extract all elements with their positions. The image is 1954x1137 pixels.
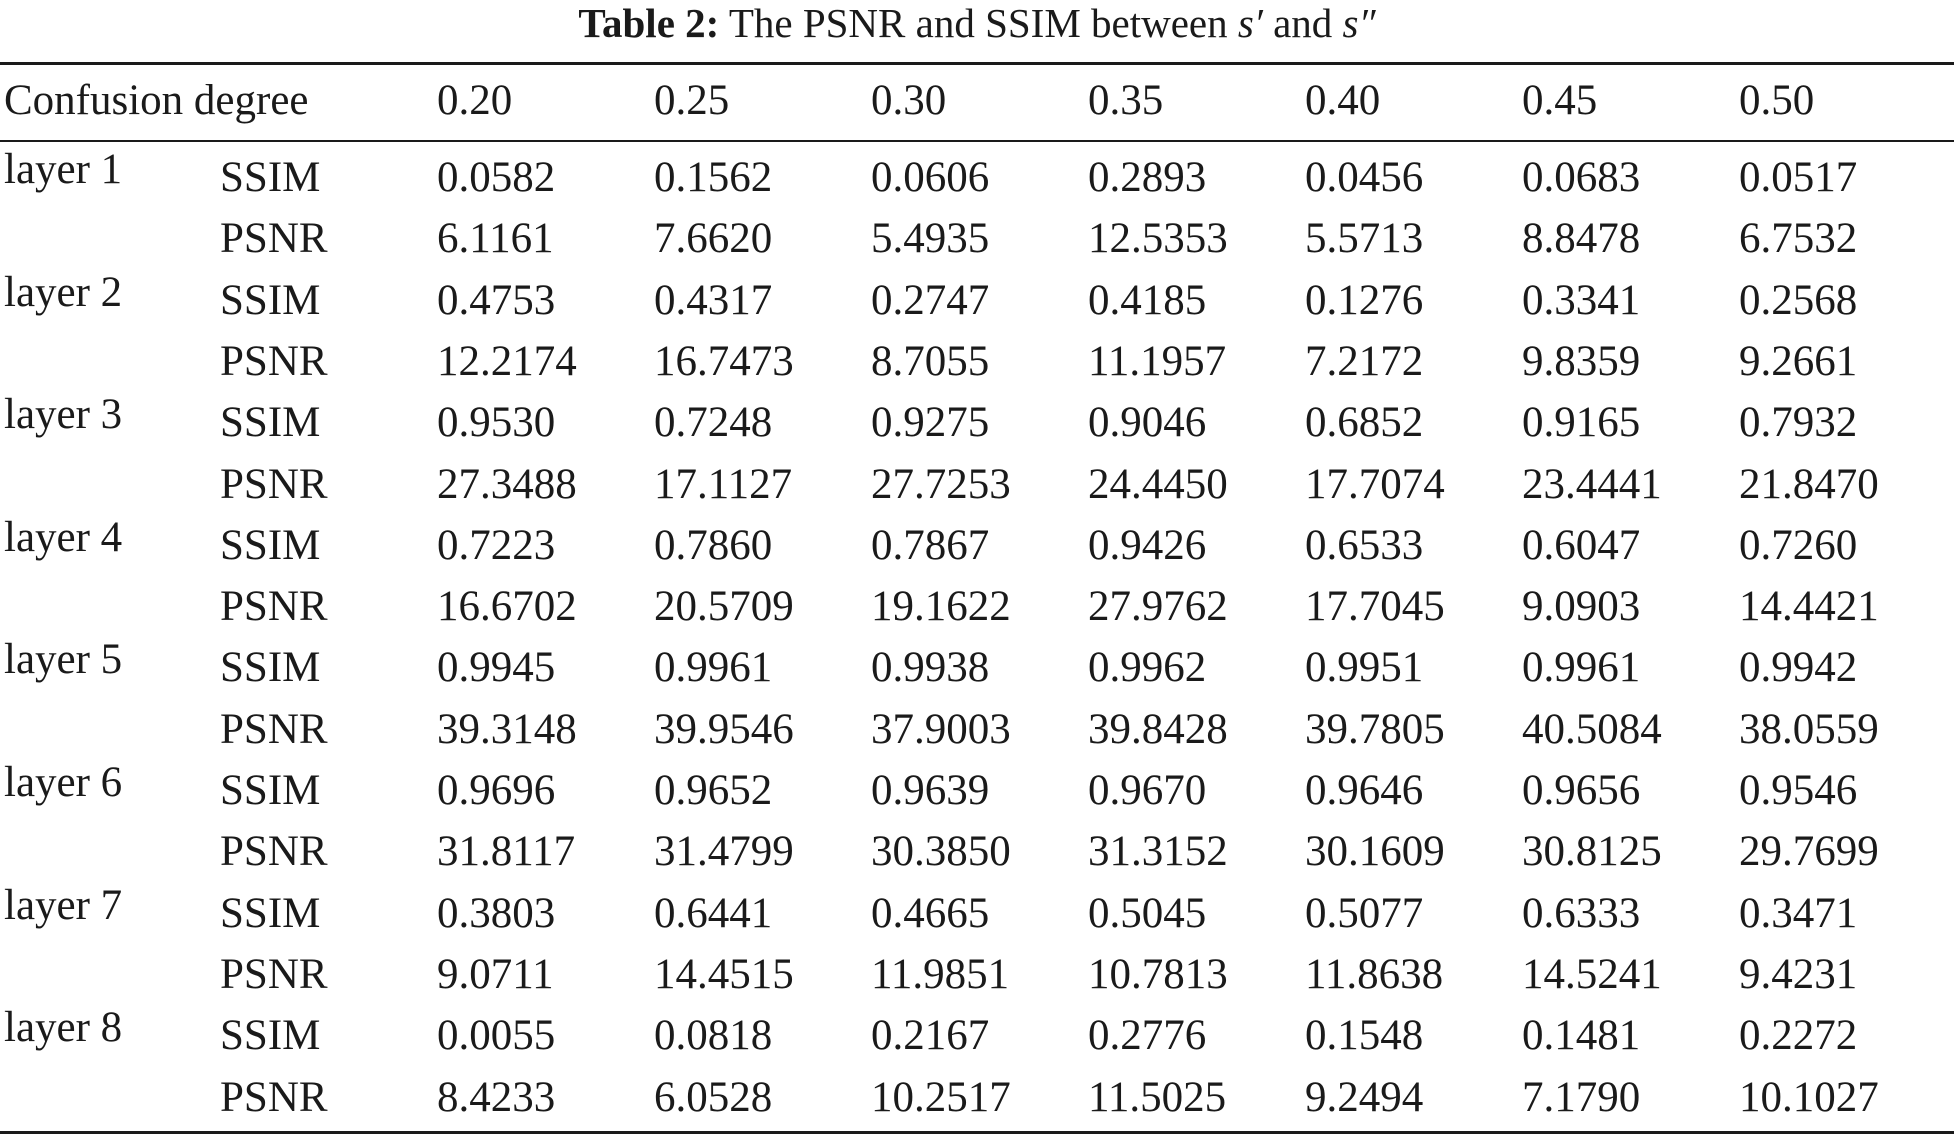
table-cell: 24.4450 (1088, 460, 1228, 508)
table-cell: 0.9165 (1522, 399, 1641, 447)
table-cell: 0.0818 (654, 1012, 773, 1060)
metric-label: PSNR (220, 950, 328, 998)
table-cell: 29.7699 (1739, 828, 1879, 876)
metric-label: SSIM (220, 521, 321, 569)
metric-label: SSIM (220, 889, 321, 937)
header-col: 0.50 (1739, 77, 1815, 124)
table-cell: 10.2517 (871, 1073, 1011, 1121)
table-cell: 8.8478 (1522, 215, 1641, 263)
table-cell: 31.8117 (437, 828, 576, 876)
table-cell: 0.6533 (1305, 521, 1424, 569)
table-cell: 6.0528 (654, 1073, 773, 1121)
caption-symbol-s-double-prime: s″ (1342, 0, 1376, 46)
table-cell: 9.0711 (437, 950, 554, 998)
table-row (0, 148, 1954, 208)
metric-label: PSNR (220, 460, 328, 508)
table-cell: 0.0683 (1522, 154, 1641, 201)
layer-label: layer 6 (4, 759, 123, 806)
table-cell: 20.5709 (654, 583, 794, 631)
table-row (0, 1006, 1954, 1066)
table-cell: 0.6852 (1305, 399, 1424, 447)
header-confusion-degree: Confusion degree (4, 77, 309, 124)
table-cell: 12.5353 (1088, 215, 1228, 263)
metric-label: SSIM (220, 276, 321, 324)
table-cell: 0.1481 (1522, 1012, 1641, 1060)
table-cell: 0.7260 (1739, 521, 1858, 569)
table-cell: 0.9046 (1088, 399, 1207, 447)
table-cell: 0.9938 (871, 644, 990, 692)
table-row (0, 513, 1954, 576)
table-row (0, 393, 1954, 453)
table-cell: 30.1609 (1305, 828, 1445, 876)
metric-label: PSNR (220, 215, 328, 263)
table-cell: 10.7813 (1088, 950, 1228, 998)
table-cell: 0.7932 (1739, 399, 1858, 447)
header-col: 0.20 (437, 77, 513, 124)
table-cell: 0.2167 (871, 1012, 990, 1060)
table-cell: 0.9961 (1522, 644, 1641, 692)
table-cell: 0.3471 (1739, 889, 1858, 937)
table-cell: 10.1027 (1739, 1073, 1879, 1121)
table-cell: 0.7248 (654, 399, 773, 447)
table-cell: 0.9639 (871, 767, 990, 814)
table-cell: 31.3152 (1088, 828, 1228, 876)
table-row (0, 700, 1954, 760)
table-cell: 0.2893 (1088, 154, 1207, 201)
table-cell: 0.9962 (1088, 644, 1207, 692)
table-cell: 7.2172 (1305, 337, 1424, 385)
table-cell: 9.2661 (1739, 337, 1858, 385)
table-cell: 11.1957 (1088, 337, 1227, 385)
table-cell: 19.1622 (871, 583, 1011, 631)
table-cell: 0.9961 (654, 644, 773, 692)
table-cell: 0.9652 (654, 767, 773, 814)
table-row (0, 455, 1954, 515)
table-cell: 8.7055 (871, 337, 990, 385)
table-cell: 27.7253 (871, 460, 1011, 508)
table-cell: 31.4799 (654, 828, 794, 876)
table-cell: 27.3488 (437, 460, 577, 508)
table-cell: 0.9646 (1305, 767, 1424, 814)
table-cell: 23.4441 (1522, 460, 1662, 508)
table-cell: 0.4753 (437, 276, 556, 324)
table-cell: 5.4935 (871, 215, 990, 263)
table-cell: 0.0606 (871, 154, 990, 201)
table-cell: 0.4317 (654, 276, 773, 324)
table-cell: 0.1276 (1305, 276, 1424, 324)
table-cell: 0.5077 (1305, 889, 1424, 937)
table-cell: 39.9546 (654, 705, 794, 753)
header-col: 0.40 (1305, 77, 1381, 124)
table-cell: 0.2776 (1088, 1012, 1207, 1060)
table-row (0, 268, 1954, 331)
table-cell: 0.6441 (654, 889, 773, 937)
table-cell: 11.5025 (1088, 1073, 1227, 1121)
table-cell: 0.0456 (1305, 154, 1424, 201)
metric-label: PSNR (220, 583, 328, 631)
table-cell: 5.5713 (1305, 215, 1424, 263)
table-cell: 0.9656 (1522, 767, 1641, 814)
table-caption (0, 0, 1954, 52)
table-cell: 0.3803 (437, 889, 556, 937)
table-cell: 6.7532 (1739, 215, 1858, 263)
layer-label: layer 3 (4, 391, 123, 439)
table-row (0, 577, 1954, 637)
table-cell: 0.1562 (654, 154, 773, 201)
table-cell: 0.9275 (871, 399, 990, 447)
table-cell: 40.5084 (1522, 705, 1662, 753)
layer-label: layer 2 (4, 268, 123, 316)
table-cell: 11.8638 (1305, 950, 1444, 998)
metric-label: PSNR (220, 337, 328, 385)
table-cell: 0.0517 (1739, 154, 1858, 201)
table-cell: 0.9696 (437, 767, 556, 814)
table-row (0, 1068, 1954, 1128)
table-header-rule (0, 140, 1954, 142)
table-cell: 0.6047 (1522, 521, 1641, 569)
table-bottom-rule (0, 1131, 1954, 1134)
table-cell: 17.7074 (1305, 460, 1445, 508)
table-row (0, 881, 1954, 944)
table-cell: 21.8470 (1739, 460, 1879, 508)
table-cell: 30.3850 (871, 828, 1011, 876)
table-cell: 0.2272 (1739, 1012, 1858, 1060)
metric-label: SSIM (220, 1012, 321, 1060)
table-cell: 0.9426 (1088, 521, 1207, 569)
table-cell: 0.3341 (1522, 276, 1641, 324)
table-cell: 0.1548 (1305, 1012, 1424, 1060)
layer-label: layer 8 (4, 1004, 123, 1052)
table-row (0, 638, 1954, 698)
metric-label: PSNR (220, 1073, 328, 1121)
table-cell: 0.7867 (871, 521, 990, 569)
table-cell: 39.8428 (1088, 705, 1228, 753)
header-col: 0.35 (1088, 77, 1164, 124)
table-cell: 27.9762 (1088, 583, 1228, 631)
header-col: 0.25 (654, 77, 730, 124)
table-cell: 0.4185 (1088, 276, 1207, 324)
caption-label: Table 2: (578, 0, 720, 46)
table-cell: 0.9945 (437, 644, 556, 692)
table-cell: 39.7805 (1305, 705, 1445, 753)
metric-label: SSIM (220, 154, 321, 201)
table-cell: 14.4515 (654, 950, 794, 998)
table-cell: 0.5045 (1088, 889, 1207, 937)
header-col: 0.45 (1522, 77, 1598, 124)
table-cell: 0.0582 (437, 154, 556, 201)
table-cell: 0.0055 (437, 1012, 556, 1060)
layer-label: layer 4 (4, 513, 123, 561)
metric-label: SSIM (220, 644, 321, 692)
metric-label: SSIM (220, 767, 321, 814)
table-cell: 30.8125 (1522, 828, 1662, 876)
table-cell: 12.2174 (437, 337, 577, 385)
table-cell: 14.5241 (1522, 950, 1662, 998)
table-cell: 9.4231 (1739, 950, 1858, 998)
table-cell: 7.6620 (654, 215, 773, 263)
table-cell: 0.9530 (437, 399, 556, 447)
table-row (0, 761, 1954, 821)
layer-label: layer 7 (4, 881, 123, 929)
table-cell: 0.9942 (1739, 644, 1858, 692)
layer-label: layer 5 (4, 636, 123, 684)
table-cell: 9.0903 (1522, 583, 1641, 631)
caption-symbol-s-prime: s′ (1237, 0, 1263, 46)
table-cell: 14.4421 (1739, 583, 1879, 631)
table-row (0, 209, 1954, 269)
table-cell: 0.9670 (1088, 767, 1207, 814)
table-cell: 16.6702 (437, 583, 577, 631)
table-header-row (0, 71, 1954, 131)
table-cell: 37.9003 (871, 705, 1011, 753)
table-cell: 0.2747 (871, 276, 990, 324)
table-top-rule (0, 62, 1954, 65)
caption-text-mid: and (1262, 0, 1343, 46)
table-row (0, 945, 1954, 1005)
table-cell: 16.7473 (654, 337, 794, 385)
metric-label: PSNR (220, 828, 328, 876)
table-cell: 17.1127 (654, 460, 793, 508)
header-col: 0.30 (871, 77, 947, 124)
table-cell: 0.6333 (1522, 889, 1641, 937)
table-cell: 6.1161 (437, 215, 554, 263)
caption-text-before: The PSNR and SSIM between (719, 0, 1238, 46)
table-row (0, 822, 1954, 882)
metric-label: SSIM (220, 399, 321, 447)
table-cell: 7.1790 (1522, 1073, 1641, 1121)
table-cell: 39.3148 (437, 705, 577, 753)
table-cell: 0.4665 (871, 889, 990, 937)
table-cell: 9.8359 (1522, 337, 1641, 385)
table-cell: 38.0559 (1739, 705, 1879, 753)
metric-label: PSNR (220, 705, 328, 753)
table-cell: 0.9951 (1305, 644, 1424, 692)
table-cell: 17.7045 (1305, 583, 1445, 631)
table-cell: 8.4233 (437, 1073, 556, 1121)
table-cell: 0.2568 (1739, 276, 1858, 324)
table-cell: 0.7860 (654, 521, 773, 569)
layer-label: layer 1 (4, 146, 123, 193)
table-cell: 0.7223 (437, 521, 556, 569)
table-row (0, 332, 1954, 392)
table-cell: 0.9546 (1739, 767, 1858, 814)
table-cell: 11.9851 (871, 950, 1010, 998)
table-cell: 9.2494 (1305, 1073, 1424, 1121)
